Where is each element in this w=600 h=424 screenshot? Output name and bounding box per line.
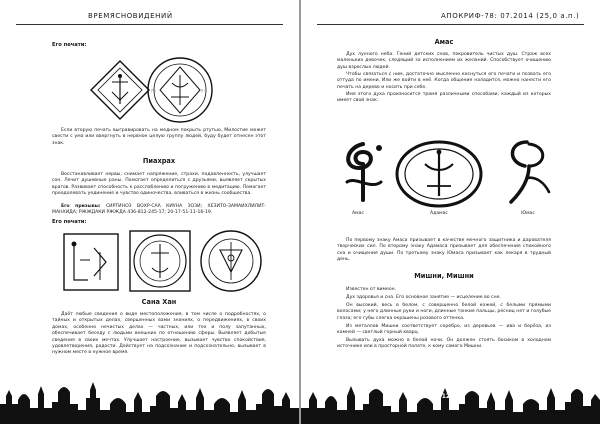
running-head-left: ВРЕМЯСНОВИДЕНИЙ	[88, 12, 173, 20]
symbol-caption: Адамас	[430, 211, 448, 216]
seal-circle-icon	[145, 55, 215, 125]
seal-square-icon	[60, 230, 122, 294]
spirit-title: Пиахрах	[142, 157, 176, 165]
spirit-summoning: Вызывать духа можно в белой ночи. Он должен стоять босиком в холодном источнике или в просторной палате, к кому самого Мишни.	[337, 338, 551, 350]
symbols-explanation: По первому знаку Амаса призывает в качестве мечного защитника и дарователя творческих сил. По второму знаку Адамаса призывает для обеспечения спокойного сна и очищения души. По третьему знаку Юмаса призывает как лекаря в трудный день.	[337, 238, 551, 263]
seal-label: Его печати:	[52, 42, 87, 48]
seal-circle-glyph-icon	[198, 228, 264, 294]
header-rule	[16, 24, 283, 25]
symbol-caption: Амас	[352, 211, 364, 216]
spirit-description: Восстанавливает нервы, снимает напряжение, страхи, подавленность, улучшает сон. Лечит душевные раны. Помогает определиться с друзьями, выявляет скрытых врагов. Развивает способность к расслаблению и погружению в медитацию. Помогает преодолевать уединение и чувство одиночества, вливаться в жизнь сообщества.	[52, 172, 266, 197]
invocation-text: СИРТИНОЗ ВОХР-САА КИУНА ЗОЗИ; ХЕЗИТО-ЗАМАИХЛИЛИТ-МАНХИДА; РЖЖДАКИ РЖЖДА 436-812-245-17; 20-17-51-11-16-19.	[52, 204, 266, 216]
running-head-right: АПОКРИФ-78: 07.2014 (25,0 а.п.)	[441, 12, 580, 20]
page-number: 121	[441, 393, 455, 400]
seal-diamond-icon	[88, 58, 152, 122]
seal-text: Если вторую печать выгравировать на медном покрыть ртутью, Милостие может свести с ума или ввергнуть в нервное целую группу людей, буду будет отнесен этот знак.	[52, 128, 266, 146]
header-rule	[317, 24, 584, 25]
spirit-text-line: Известен от вимеон.	[346, 287, 397, 292]
symbol-caption: Юмас	[521, 211, 535, 216]
seal-label: Его печати:	[52, 219, 87, 225]
spirit-contact-text: Чтобы связаться с ним, достаточно мысленно коснуться его печати и позвать его оттуда по имени. Или же войти в неё. Когда общение наладится, можно нанести его печать на дерево и носить при себе.	[337, 72, 551, 90]
invocation-label: Его призывы:	[61, 204, 101, 209]
page-number: 120	[143, 393, 157, 400]
spirit-names-text: Имя этого духа произносится тремя различными способами, каждый из которых имеет свой знак:	[337, 92, 551, 104]
spirit-appearance: Он высокий, весь в белом, с совершенно белой кожей, с белыми прямыми волосами; у него длинные руки и ноги, длинные тонкие пальцы, ресниц нет и голубые глаза; его губы слегка окрашены розового оттенка.	[337, 303, 551, 321]
yumas-sign-icon	[499, 136, 559, 210]
right-page	[301, 0, 600, 424]
spirit-title: Амас	[434, 38, 454, 46]
spirit-correspondences: Из металлов Мишни соответствует серебро, из деревьев — ива и берёза, из камней — светлый горный кварц.	[337, 324, 551, 336]
spirit-title: Сана Хан	[141, 298, 177, 306]
spirit-description: Дух лунного неба. Гений детских снов, покровитель чистых душ. Страж всех маленьких девочек, следящий за исполнением их желаний. Способствует очищению душ взрослых людей.	[337, 52, 551, 70]
left-page	[0, 0, 299, 424]
spirit-text-line: Дух здоровья и сна. Его основное занятие — исцеление во сне.	[346, 295, 501, 300]
amas-sign-icon	[333, 138, 393, 208]
seal-square-circle-icon	[127, 228, 193, 294]
spirit-description: Даёт любые сведения о виде местоположения, в том числе о подробностях, о тайных и открытых делах, свершенных вами знаниях, о передвижениях, в своих домах, особенно нечистых делах — частных, или тех и полу запутанных, обеспечивает беседу с людьми внешних по отношению сферы. Выявляет добытые сведения в своих мечтах. Улучшает настроение, вызывает чувство спокойствия, удовлетворения, радости. Действует на подсознание и подсознательно, вызывает в нужном месте в нужное время.	[52, 312, 266, 356]
spirit-title: Мишни, Мишни	[414, 272, 474, 280]
invocation-paragraph	[52, 204, 266, 217]
svg-text:ᚱᚲ: ᚱᚲ	[201, 88, 206, 93]
adamas-sign-icon	[393, 138, 485, 210]
svg-text:ᚠᚢ: ᚠᚢ	[151, 88, 156, 93]
